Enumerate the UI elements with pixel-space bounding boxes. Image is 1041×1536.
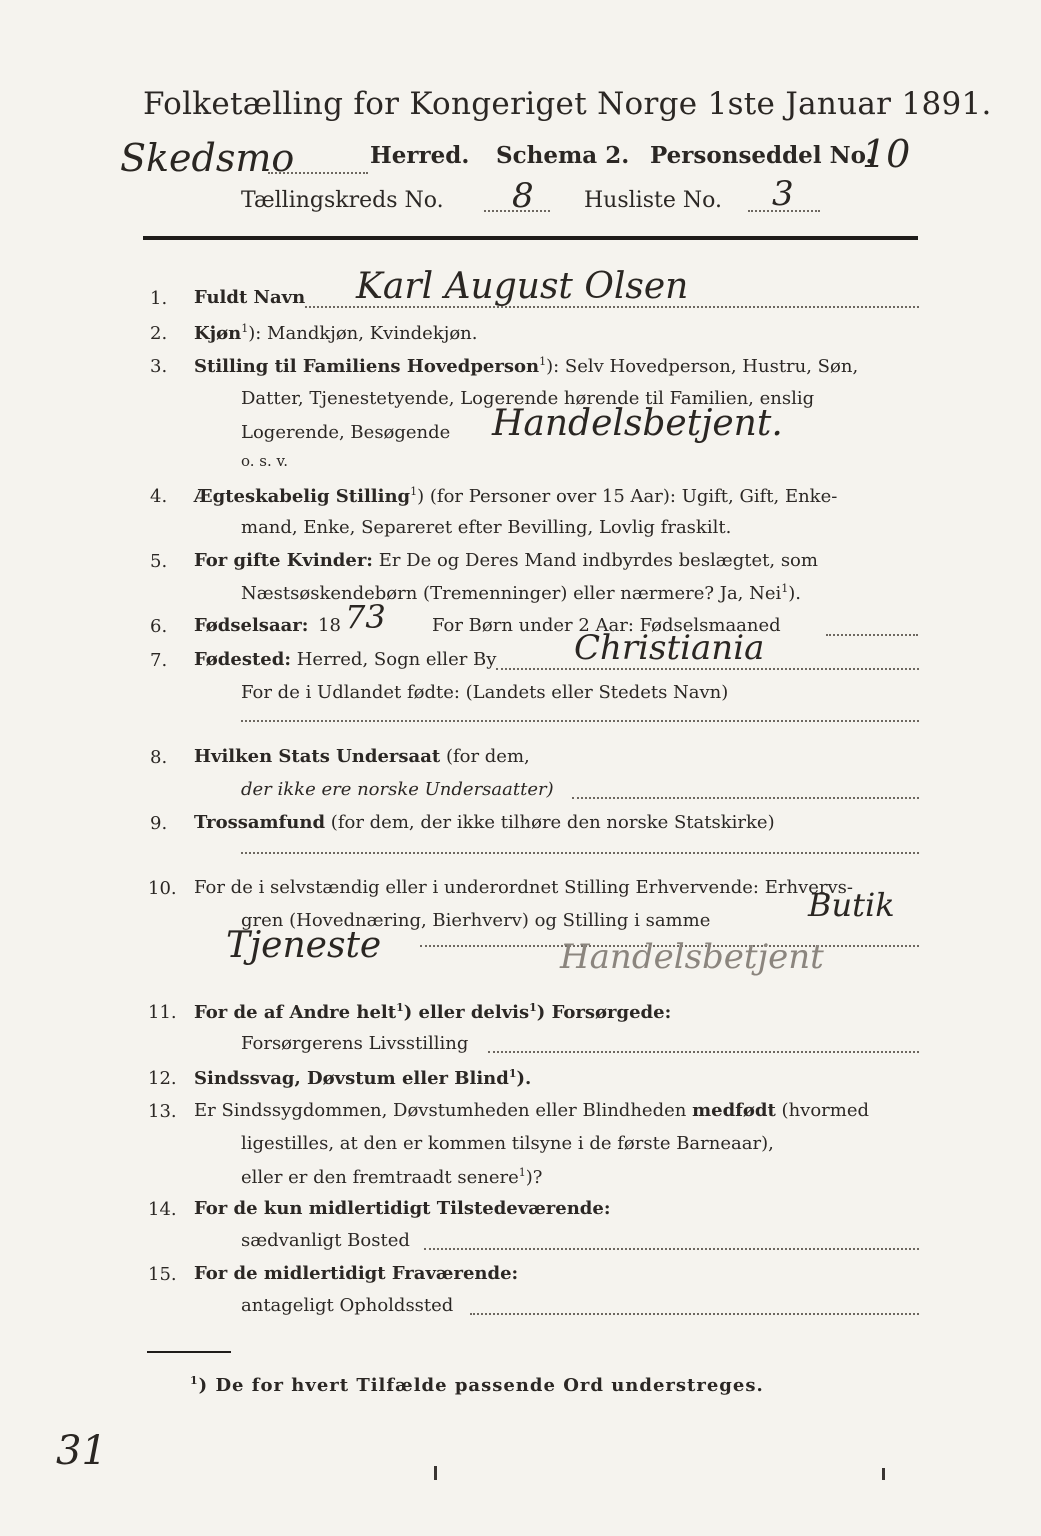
field-4-line2: mand, Enke, Separeret efter Bevilling, Lovlig fraskilt. <box>241 517 732 538</box>
field-5-number: 5. <box>150 551 168 572</box>
field-7-dots <box>496 668 919 670</box>
field-4-label: Ægteskabelig Stilling <box>194 486 411 507</box>
field-11-line2: Forsørgerens Livsstilling <box>241 1033 469 1054</box>
field-5-line2: Næstsøskendebørn (Tremenninger) eller nærmere? Ja, Nei$^1$). <box>241 582 802 604</box>
field-12-tail: ). <box>516 1068 532 1089</box>
field-5-label: For gifte Kvinder: <box>194 550 373 571</box>
taellingskreds-label: Tællingskreds No. <box>241 188 444 213</box>
field-1-label: Fuldt Navn <box>194 287 306 308</box>
field-6-number: 6. <box>150 616 168 637</box>
field-7-line1 <box>194 649 496 670</box>
field-8-number: 8. <box>150 747 168 768</box>
field-10-answer-3: Handelsbetjent <box>560 937 824 977</box>
field-4-sup: 1 <box>410 485 418 498</box>
field-7-line2: For de i Udlandet fødte: (Landets eller Stedets Navn) <box>241 682 729 703</box>
husliste-handwritten: 3 <box>772 174 794 214</box>
field-13-label: Er Sindssygdommen, Døvstumheden eller Blindheden <box>194 1100 687 1121</box>
field-7-number: 7. <box>150 650 168 671</box>
field-11-number: 11. <box>148 1002 177 1023</box>
field-14-number: 14. <box>148 1199 177 1220</box>
field-15-number: 15. <box>148 1264 177 1285</box>
footnote-sup: 1 <box>190 1374 199 1387</box>
field-3-text1: ): Selv Hovedperson, Hustru, Søn, <box>546 356 859 377</box>
field-6-prefix: 18 <box>318 615 341 636</box>
field-3-number: 3. <box>150 356 168 377</box>
field-10-answer-2: Tjeneste <box>226 925 382 966</box>
field-8-text1: (for dem, <box>445 746 530 767</box>
herred-handwritten: Skedsmo <box>120 136 295 180</box>
field-2-line <box>194 322 477 344</box>
field-6-label: Fødselsaar: <box>194 615 309 636</box>
field-12-line1: Sindssvag, Døvstum eller Blind$^1$). <box>194 1067 532 1089</box>
field-10-text1: Erhvervs- <box>764 877 853 898</box>
field-13-text3: eller er den fremtraadt senere <box>241 1167 519 1188</box>
field-3-sup: 1 <box>539 355 547 368</box>
personseddel-handwritten: 10 <box>862 132 911 176</box>
field-11-label: For de af Andre helt <box>194 1002 397 1023</box>
field-15-dots <box>470 1313 919 1315</box>
field-9-dots <box>241 852 919 854</box>
field-6-dots <box>826 634 918 636</box>
field-1-number: 1. <box>150 288 168 309</box>
field-11-text1: ) eller delvis <box>403 1002 530 1023</box>
herred-label: Herred. <box>370 142 470 169</box>
field-13-line1 <box>194 1100 869 1121</box>
herred-dots <box>268 172 368 174</box>
field-14-dots <box>424 1248 919 1250</box>
field-1-answer: Karl August Olsen <box>356 266 689 307</box>
husliste-label: Husliste No. <box>584 188 722 213</box>
footnote-rule <box>147 1351 231 1353</box>
field-4-line1 <box>194 485 837 507</box>
field-9-text1: (for dem, der ikke tilhøre den norske Statskirke) <box>330 812 775 833</box>
field-2-text: ): Mandkjøn, Kvindekjøn. <box>248 323 478 344</box>
field-3-line4: o. s. v. <box>241 452 288 470</box>
footnote <box>190 1374 764 1396</box>
field-7-dots-2 <box>241 720 919 722</box>
field-8-label: Hvilken Stats Undersaat <box>194 746 441 767</box>
ink-speck <box>882 1468 885 1480</box>
field-11-line1: For de af Andre helt$^1$) eller delvis$^1$) Forsørgede: <box>194 1001 672 1023</box>
field-9-line1 <box>194 812 775 833</box>
field-11-text1b: ) Forsørgede: <box>536 1002 672 1023</box>
field-5-line1 <box>194 550 818 571</box>
field-8-dots <box>572 797 919 799</box>
field-2-sup: 1 <box>241 322 249 335</box>
field-15-label: For de midlertidigt Fraværende: <box>194 1263 519 1284</box>
field-3-line3: Logerende, Besøgende <box>241 422 451 443</box>
field-13-line2: ligestilles, at den er kommen tilsyne i de første Barneaar), <box>241 1133 774 1154</box>
field-6-text1: For Børn under 2 Aar: Fødselsmaaned <box>432 615 781 636</box>
ink-speck <box>434 1466 437 1480</box>
field-6-answer: 73 <box>345 598 386 636</box>
field-3-line2: Datter, Tjenestetyende, Logerende hørende til Familien, enslig <box>241 388 815 409</box>
field-2-label: Kjøn <box>194 323 242 344</box>
margin-note: 31 <box>56 1428 107 1474</box>
field-10-answer-1: Butik <box>808 886 895 924</box>
footnote-text: ) De for hvert Tilfælde passende Ord understreges. <box>198 1375 764 1396</box>
field-8-line1 <box>194 746 530 767</box>
form-title: Folketælling for Kongeriget Norge 1ste Januar 1891. <box>143 86 992 122</box>
field-7-text1: Herred, Sogn eller By <box>296 649 497 670</box>
field-8-line2: der ikke ere norske Undersaatter) <box>241 779 554 800</box>
field-13-line3: eller er den fremtraadt senere$^1$)? <box>241 1166 543 1188</box>
taellingskreds-handwritten: 8 <box>512 176 534 216</box>
field-7-label: Fødested: <box>194 649 291 670</box>
field-4-text1: ) (for Personer over 15 Aar): Ugift, Gift, Enke- <box>417 486 838 507</box>
field-7-answer: Christiania <box>574 628 765 668</box>
field-10-line2: gren (Hovednæring, Bierhverv) og Stilling i samme <box>241 910 711 931</box>
field-10-number: 10. <box>148 878 177 899</box>
field-12-label: Sindssvag, Døvstum eller Blind <box>194 1068 509 1089</box>
schema-label: Schema 2. <box>496 142 630 169</box>
field-14-line1: sædvanligt Bosted <box>241 1230 410 1251</box>
field-3-line1 <box>194 355 858 377</box>
field-9-label: Trossamfund <box>194 812 326 833</box>
field-5-text1: Er De og Deres Mand indbyrdes beslægtet, som <box>378 550 818 571</box>
field-10-line1 <box>194 877 853 898</box>
field-14-label: For de kun midlertidigt Tilstedeværende: <box>194 1198 611 1219</box>
field-13-bold-word: medfødt <box>692 1100 776 1121</box>
field-10-label: For de i selvstændig eller i underordnet Stilling Erhvervende: <box>194 877 759 898</box>
field-4-number: 4. <box>150 486 168 507</box>
field-11-dots <box>488 1051 919 1053</box>
field-9-number: 9. <box>150 813 168 834</box>
field-2-number: 2. <box>150 323 168 344</box>
field-3-label: Stilling til Familiens Hovedperson <box>194 356 540 377</box>
field-13-tail: )? <box>525 1167 543 1188</box>
field-12-number: 12. <box>148 1068 177 1089</box>
personseddel-label: Personseddel No. <box>650 142 874 169</box>
field-13-number: 13. <box>148 1101 177 1122</box>
field-5-sup: 1 <box>781 582 789 595</box>
field-5-text2: Næstsøskendebørn (Tremenninger) eller nærmere? Ja, Nei <box>241 583 782 604</box>
field-13-text1: (hvormed <box>781 1100 870 1121</box>
header-rule <box>143 236 918 240</box>
field-15-line1: antageligt Opholdssted <box>241 1295 454 1316</box>
field-3-answer: Handelsbetjent. <box>492 403 783 444</box>
